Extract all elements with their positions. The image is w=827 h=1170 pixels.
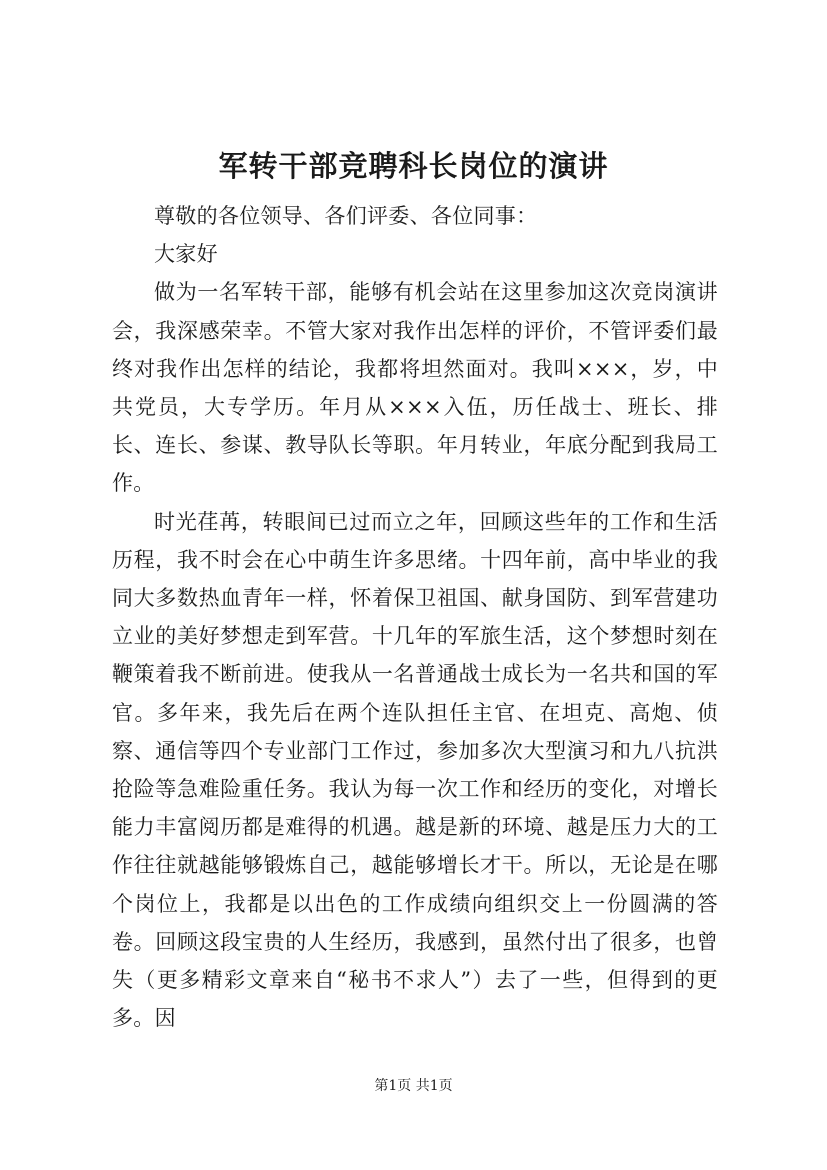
paragraph-2: 时光荏苒，转眼间已过而立之年，回顾这些年的工作和生活历程，我不时会在心中萌生许多思绪。十四年前，高中毕业的我同大多数热血青年一样，怀着保卫祖国、献身国防、到军营建功立业的美好梦想走到军营。十几年的军旅生活，这个梦想时刻在鞭策着我不断前进。使我从一名普通战士成长为一名共和国的军官。多年来，我先后在两个连队担任主官、在坦克、高炮、侦察、通信等四个专业部门工作过，参加多次大型演习和九八抗洪抢险等急难险重任务。我认为每一次工作和经历的变化，对增长能力丰富阅历都是难得的机遇。越是新的环境、越是压力大的工作往往就越能够锻炼自己，越能够增长才干。所以，无论是在哪个岗位上，我都是以出色的工作成绩向组织交上一份圆满的答卷。回顾这段宝贵的人生经历，我感到，虽然付出了很多，也曾失（更多精彩文章来自“秘书不求人”）去了一些，但得到的更多。因 — [112, 509, 718, 1031]
document-body — [112, 197, 718, 1037]
page-footer: 第1页 共1页 — [374, 1078, 453, 1094]
salutation: 尊敬的各位领导、各们评委、各位同事： — [154, 204, 538, 228]
document-title: 军转干部竞聘科长岗位的演讲 — [218, 149, 609, 183]
paragraph-1: 做为一名军转干部，能够有机会站在这里参加这次竞岗演讲会，我深感荣幸。不管大家对我作出怎样的评价，不管评委们最终对我作出怎样的结论，我都将坦然面对。我叫×××，岁，中共党员，大专学历。年月从×××入伍，历任战士、班长、排长、连长、参谋、教导队长等职。年月转业，年底分配到我局工作。 — [112, 280, 718, 496]
greeting: 大家好 — [154, 242, 218, 267]
